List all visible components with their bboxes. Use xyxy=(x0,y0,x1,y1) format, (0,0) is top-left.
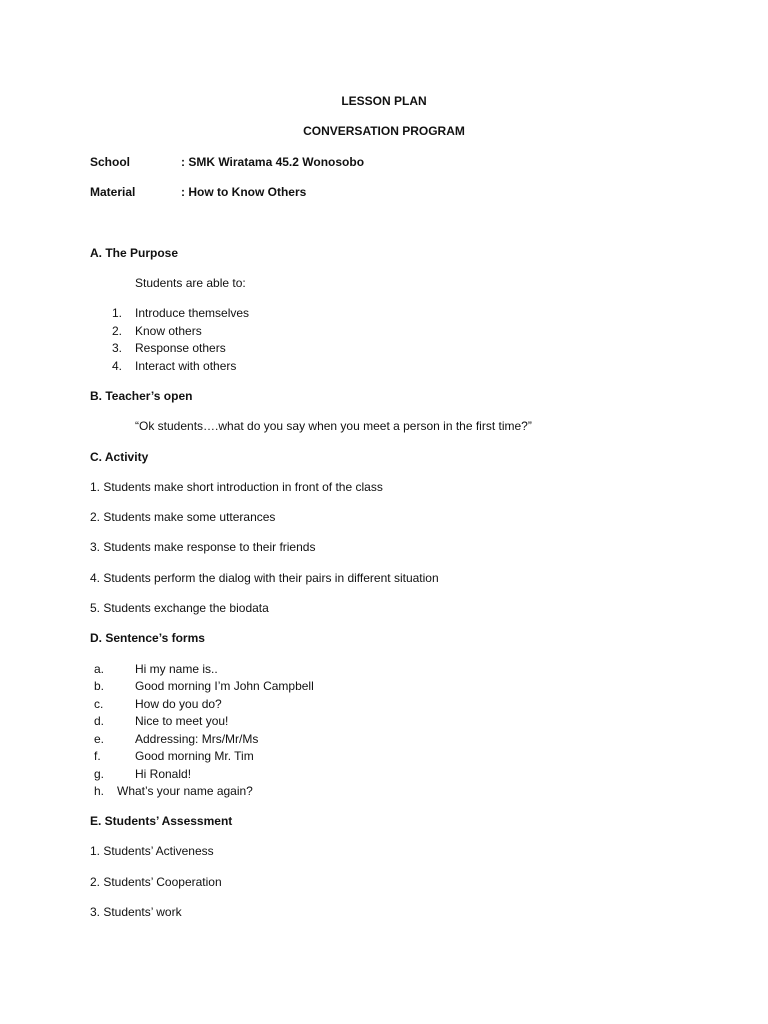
list-item: Interact with others xyxy=(135,359,237,373)
activity-item: 3. Students make response to their friends xyxy=(90,540,316,554)
list-item: Nice to meet you! xyxy=(135,714,229,728)
purpose-heading: A. The Purpose xyxy=(90,246,179,260)
school-value: : SMK Wiratama 45.2 Wonosobo xyxy=(181,155,365,169)
list-item: Good morning Mr. Tim xyxy=(135,749,254,763)
list-item-letter: c. xyxy=(94,697,104,711)
document-subtitle: CONVERSATION PROGRAM xyxy=(303,124,465,138)
list-item: How do you do? xyxy=(135,697,222,711)
list-item-number: 2. xyxy=(112,324,123,338)
assessment-heading: E. Students’ Assessment xyxy=(90,814,233,828)
list-item-letter: b. xyxy=(94,679,105,693)
activity-item: 4. Students perform the dialog with their pairs in different situation xyxy=(90,571,439,585)
list-item-number: 4. xyxy=(112,359,123,373)
list-item-letter: a. xyxy=(94,662,105,676)
list-item: Response others xyxy=(135,341,226,355)
list-item: Good morning I’m John Campbell xyxy=(135,679,314,693)
list-item-number: 1. xyxy=(112,306,123,320)
list-item-letter: d. xyxy=(94,714,105,728)
list-item-number: 3. xyxy=(112,341,123,355)
activity-item: 5. Students exchange the biodata xyxy=(90,601,269,615)
list-item-letter: f. xyxy=(94,749,101,763)
purpose-intro: Students are able to: xyxy=(135,276,246,290)
list-item: Know others xyxy=(135,324,202,338)
teacher-open-quote: “Ok students….what do you say when you meet a person in the first time?” xyxy=(135,419,532,433)
list-item: Introduce themselves xyxy=(135,306,250,320)
sentence-forms-heading: D. Sentence’s forms xyxy=(90,631,205,645)
list-item: Addressing: Mrs/Mr/Ms xyxy=(135,732,259,746)
assessment-item: 1. Students’ Activeness xyxy=(90,844,214,858)
teacher-open-heading: B. Teacher’s open xyxy=(90,389,193,403)
activity-item: 2. Students make some utterances xyxy=(90,510,276,524)
material-value: : How to Know Others xyxy=(181,185,307,199)
list-item: Hi my name is.. xyxy=(135,662,218,676)
material-label: Material xyxy=(90,185,136,199)
assessment-item: 3. Students’ work xyxy=(90,905,182,919)
list-item: Hi Ronald! xyxy=(135,767,192,781)
list-item-letter: e. xyxy=(94,732,105,746)
list-item-letter: g. xyxy=(94,767,105,781)
activity-item: 1. Students make short introduction in front of the class xyxy=(90,480,383,494)
activity-heading: C. Activity xyxy=(90,450,149,464)
list-item-letter: h. xyxy=(94,784,105,798)
assessment-item: 2. Students’ Cooperation xyxy=(90,875,222,889)
school-label: School xyxy=(90,155,131,169)
document-title: LESSON PLAN xyxy=(341,94,427,108)
list-item: What’s your name again? xyxy=(117,784,253,798)
